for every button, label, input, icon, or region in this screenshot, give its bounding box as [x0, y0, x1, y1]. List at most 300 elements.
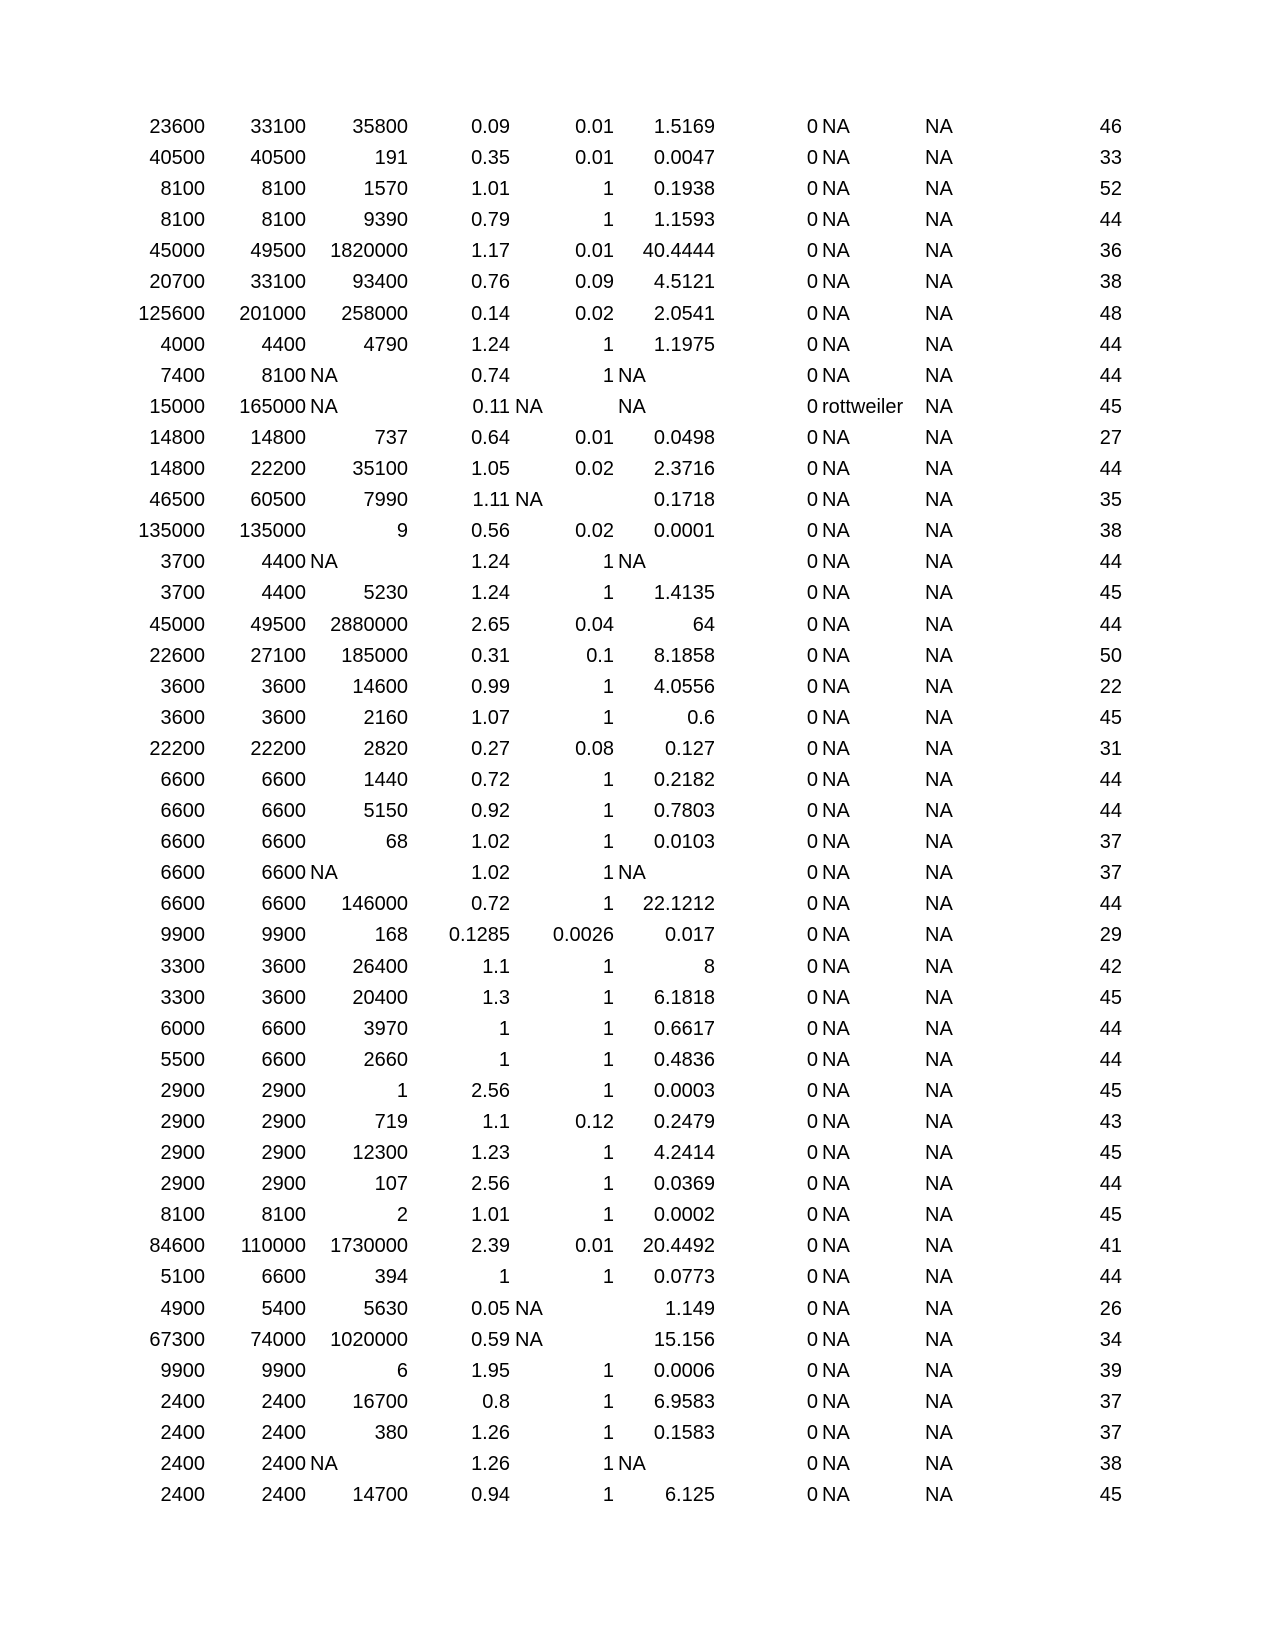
table-cell: 0	[806, 458, 818, 481]
table-cell: NA	[822, 644, 850, 667]
table-cell: NA	[822, 458, 850, 481]
table-row	[0, 889, 1275, 920]
table-cell: NA	[925, 1453, 953, 1476]
table-cell: 0.27	[471, 737, 510, 760]
table-cell: 1440	[363, 768, 408, 791]
table-row	[0, 205, 1275, 236]
table-cell: NA	[822, 520, 850, 543]
table-cell: 6600	[160, 893, 205, 916]
table-row	[0, 1387, 1275, 1418]
table-cell: 2.3716	[653, 458, 715, 481]
table-cell: 107	[374, 1173, 408, 1196]
table-cell: 1.07	[471, 706, 510, 729]
table-cell: 15.156	[653, 1328, 715, 1351]
table-cell: 39	[1099, 1359, 1122, 1382]
table-cell: 22	[1099, 675, 1122, 698]
table-cell: 1	[602, 333, 614, 356]
table-row	[0, 299, 1275, 330]
table-cell: 0.04	[575, 613, 614, 636]
table-cell: 37	[1099, 831, 1122, 854]
table-cell: 1.02	[471, 831, 510, 854]
table-cell: 0	[806, 1204, 818, 1227]
table-cell: 45	[1099, 1079, 1122, 1102]
table-cell: NA	[925, 706, 953, 729]
table-cell: 1	[602, 1204, 614, 1227]
table-cell: NA	[822, 737, 850, 760]
table-cell: NA	[925, 395, 953, 418]
table-cell: 37	[1099, 1390, 1122, 1413]
table-cell: 34	[1099, 1328, 1122, 1351]
table-cell: NA	[310, 1453, 338, 1476]
table-cell: 0	[806, 613, 818, 636]
table-cell: 44	[1099, 458, 1122, 481]
table-cell: 3700	[160, 582, 205, 605]
table-row	[0, 1262, 1275, 1293]
table-cell: 1	[498, 1017, 510, 1040]
table-cell: 1	[602, 1453, 614, 1476]
table-cell: 1	[602, 800, 614, 823]
table-cell: 0	[806, 551, 818, 574]
table-cell: 1.11	[472, 489, 510, 512]
table-cell: 48	[1099, 302, 1122, 325]
table-cell: 0.02	[575, 302, 614, 325]
table-cell: NA	[925, 582, 953, 605]
table-cell: 8100	[160, 209, 205, 232]
table-cell: 43	[1099, 1111, 1122, 1133]
table-cell: 14600	[352, 675, 408, 698]
table-cell: 20.4492	[642, 1235, 715, 1258]
table-cell: 45	[1099, 706, 1122, 729]
table-cell: 5230	[363, 582, 408, 605]
table-cell: 20400	[352, 986, 408, 1009]
table-cell: 0.1718	[653, 489, 715, 512]
table-cell: 380	[374, 1421, 408, 1444]
table-cell: NA	[618, 364, 646, 387]
table-cell: 22200	[149, 737, 205, 760]
table-cell: 2900	[160, 1173, 205, 1196]
table-cell: 1.26	[471, 1421, 510, 1444]
table-cell: 14800	[149, 458, 205, 481]
table-cell: 3300	[160, 986, 205, 1009]
table-cell: NA	[515, 1297, 543, 1320]
table-cell: NA	[925, 1359, 953, 1382]
table-cell: 49500	[250, 240, 306, 263]
table-cell: 16700	[352, 1390, 408, 1413]
table-cell: NA	[822, 271, 850, 294]
table-cell: NA	[822, 551, 850, 574]
table-cell: 38	[1099, 520, 1122, 543]
table-cell: 0.01	[575, 240, 614, 263]
table-cell: 0.14	[471, 302, 510, 325]
table-cell: 4000	[160, 333, 205, 356]
table-cell: NA	[925, 1390, 953, 1413]
table-cell: 4400	[261, 333, 306, 356]
table-cell: 0	[806, 768, 818, 791]
table-row	[0, 1138, 1275, 1169]
table-cell: NA	[822, 1359, 850, 1382]
table-cell: NA	[925, 737, 953, 760]
table-cell: 0	[806, 862, 818, 885]
table-cell: 44	[1099, 551, 1122, 574]
table-cell: 1	[602, 862, 614, 885]
table-cell: NA	[822, 333, 850, 356]
table-cell: 1.24	[471, 582, 510, 605]
table-cell: 0.72	[471, 893, 510, 916]
table-cell: 2660	[363, 1048, 408, 1071]
table-cell: NA	[822, 675, 850, 698]
table-cell: 0.12	[575, 1111, 614, 1133]
table-cell: 0	[806, 1142, 818, 1165]
table-cell: NA	[822, 1421, 850, 1444]
table-row	[0, 765, 1275, 796]
table-cell: 0.0001	[653, 520, 715, 543]
table-cell: 1	[498, 1048, 510, 1071]
table-cell: 49500	[250, 613, 306, 636]
table-cell: 9	[396, 520, 408, 543]
table-cell: 0.56	[471, 520, 510, 543]
table-cell: 6600	[160, 862, 205, 885]
table-cell: 0.7803	[653, 800, 715, 823]
table-cell: 1.95	[471, 1359, 510, 1382]
table-cell: 40500	[250, 147, 306, 170]
table-cell: 5100	[160, 1266, 205, 1289]
table-row	[0, 1076, 1275, 1107]
table-cell: 0	[806, 800, 818, 823]
table-cell: 6.9583	[653, 1390, 715, 1413]
table-cell: 33100	[250, 271, 306, 294]
table-cell: 0	[806, 240, 818, 263]
table-cell: 0.0369	[653, 1173, 715, 1196]
table-cell: NA	[618, 551, 646, 574]
table-cell: 3600	[160, 706, 205, 729]
table-cell: NA	[310, 551, 338, 574]
table-cell: 2.0541	[653, 302, 715, 325]
table-cell: 6.125	[664, 1484, 715, 1507]
table-cell: 135000	[239, 520, 306, 543]
table-cell: 1.05	[471, 458, 510, 481]
table-cell: NA	[822, 862, 850, 885]
table-cell: 1	[602, 551, 614, 574]
table-cell: 44	[1099, 1266, 1122, 1289]
table-cell: 1	[602, 209, 614, 232]
table-cell: NA	[822, 1328, 850, 1351]
table-cell: 737	[374, 426, 408, 449]
table-cell: 1.149	[664, 1297, 715, 1320]
table-cell: 6600	[261, 768, 306, 791]
table-cell: 2	[396, 1204, 408, 1227]
table-cell: 22200	[250, 458, 306, 481]
table-cell: 1.1	[482, 1111, 510, 1133]
table-cell: 8.1858	[653, 644, 715, 667]
table-cell: NA	[822, 426, 850, 449]
table-cell: 2900	[261, 1079, 306, 1102]
table-cell: 7990	[363, 489, 408, 512]
table-cell: 0	[806, 1048, 818, 1071]
table-cell: 6600	[160, 768, 205, 791]
table-cell: 0.09	[575, 271, 614, 294]
table-row	[0, 1325, 1275, 1356]
table-cell: 6600	[261, 893, 306, 916]
table-cell: 12300	[352, 1142, 408, 1165]
table-cell: 1	[602, 1048, 614, 1071]
table-cell: 168	[374, 924, 408, 947]
table-row	[0, 610, 1275, 641]
table-cell: NA	[925, 1235, 953, 1258]
table-cell: 44	[1099, 364, 1122, 387]
table-cell: 84600	[149, 1235, 205, 1258]
table-cell: NA	[310, 364, 338, 387]
table-cell: 4.0556	[653, 675, 715, 698]
table-cell: 0.59	[471, 1328, 510, 1351]
table-cell: 45000	[149, 613, 205, 636]
table-cell: 0.94	[471, 1484, 510, 1507]
table-cell: 5630	[363, 1297, 408, 1320]
table-cell: NA	[310, 395, 338, 418]
table-cell: 6.1818	[653, 986, 715, 1009]
table-row	[0, 516, 1275, 547]
table-cell: 1	[602, 1484, 614, 1507]
table-cell: NA	[515, 395, 543, 418]
table-cell: 1.01	[471, 1204, 510, 1227]
table-row	[0, 1045, 1275, 1076]
table-cell: 22600	[149, 644, 205, 667]
table-row	[0, 267, 1275, 298]
table-cell: NA	[822, 1111, 850, 1133]
table-cell: 64	[692, 613, 715, 636]
table-cell: NA	[822, 831, 850, 854]
table-cell: 0.017	[664, 924, 715, 947]
table-cell: NA	[925, 520, 953, 543]
table-cell: 1	[602, 986, 614, 1009]
table-cell: 6	[396, 1359, 408, 1382]
table-row	[0, 547, 1275, 578]
table-cell: 1	[602, 1017, 614, 1040]
table-cell: 33	[1099, 147, 1122, 170]
table-cell: 8100	[261, 1204, 306, 1227]
table-cell: 0.74	[471, 364, 510, 387]
table-cell: 5500	[160, 1048, 205, 1071]
table-cell: 27	[1099, 426, 1122, 449]
table-cell: 1	[602, 1079, 614, 1102]
table-cell: 2820	[363, 737, 408, 760]
table-cell: 0	[806, 1484, 818, 1507]
table-cell: 3700	[160, 551, 205, 574]
table-cell: 74000	[250, 1328, 306, 1351]
table-cell: 1.02	[471, 862, 510, 885]
table-cell: 1	[602, 1421, 614, 1444]
table-cell: 40500	[149, 147, 205, 170]
table-cell: 146000	[341, 893, 408, 916]
table-cell: NA	[925, 178, 953, 201]
table-cell: 33100	[250, 116, 306, 138]
table-row	[0, 1418, 1275, 1449]
table-cell: 8	[703, 955, 715, 978]
table-cell: 0	[806, 1235, 818, 1258]
table-cell: 35800	[352, 116, 408, 138]
table-cell: rottweiler	[822, 395, 904, 418]
table-row	[0, 1107, 1275, 1138]
table-cell: 3600	[261, 706, 306, 729]
table-cell: 0.8	[482, 1390, 510, 1413]
table-cell: NA	[822, 302, 850, 325]
table-cell: 8100	[160, 178, 205, 201]
table-cell: 2400	[160, 1421, 205, 1444]
table-cell: 0.72	[471, 768, 510, 791]
table-cell: NA	[925, 862, 953, 885]
table-cell: 9900	[261, 924, 306, 947]
table-cell: 5150	[363, 800, 408, 823]
table-cell: NA	[822, 893, 850, 916]
table-cell: 0.2479	[653, 1111, 715, 1133]
table-cell: NA	[822, 116, 850, 138]
table-cell: 3600	[160, 675, 205, 698]
table-row	[0, 454, 1275, 485]
table-cell: NA	[925, 364, 953, 387]
table-cell: NA	[822, 209, 850, 232]
table-cell: NA	[822, 1390, 850, 1413]
table-cell: 1730000	[330, 1235, 408, 1258]
table-cell: NA	[822, 613, 850, 636]
table-cell: 93400	[352, 271, 408, 294]
table-cell: NA	[925, 116, 953, 138]
table-cell: NA	[822, 1048, 850, 1071]
table-cell: 0.0773	[653, 1266, 715, 1289]
table-cell: 50	[1099, 644, 1122, 667]
table-cell: 9390	[363, 209, 408, 232]
table-row	[0, 1169, 1275, 1200]
table-cell: NA	[822, 1266, 850, 1289]
table-cell: NA	[925, 1297, 953, 1320]
table-cell: 44	[1099, 1173, 1122, 1196]
table-cell: 0	[806, 1173, 818, 1196]
table-cell: 0	[806, 271, 818, 294]
table-row	[0, 641, 1275, 672]
table-cell: 2400	[261, 1453, 306, 1476]
table-cell: 201000	[239, 302, 306, 325]
table-row	[0, 1480, 1275, 1511]
table-cell: 1020000	[330, 1328, 408, 1351]
table-cell: 2.65	[471, 613, 510, 636]
table-cell: NA	[925, 924, 953, 947]
table-cell: 0	[806, 147, 818, 170]
table-cell: NA	[515, 1328, 543, 1351]
table-row	[0, 174, 1275, 205]
table-cell: 110000	[240, 1235, 306, 1258]
table-cell: NA	[822, 489, 850, 512]
table-cell: 8100	[160, 1204, 205, 1227]
table-cell: 38	[1099, 1453, 1122, 1476]
table-cell: 6600	[261, 831, 306, 854]
table-cell: 2900	[261, 1111, 306, 1133]
table-cell: NA	[925, 768, 953, 791]
table-cell: 26400	[352, 955, 408, 978]
table-cell: 4790	[363, 333, 408, 356]
table-cell: NA	[925, 1142, 953, 1165]
table-row	[0, 1200, 1275, 1231]
table-cell: NA	[925, 675, 953, 698]
table-cell: 0	[806, 395, 818, 418]
table-cell: 45000	[149, 240, 205, 263]
table-cell: 0.1583	[653, 1421, 715, 1444]
table-cell: 0	[806, 675, 818, 698]
table-cell: 45	[1099, 1204, 1122, 1227]
table-cell: NA	[925, 1421, 953, 1444]
table-cell: 0	[806, 706, 818, 729]
table-cell: 2400	[261, 1390, 306, 1413]
table-cell: 0	[806, 1111, 818, 1133]
table-cell: 6600	[261, 1266, 306, 1289]
table-cell: 3300	[160, 955, 205, 978]
table-row	[0, 1014, 1275, 1045]
table-cell: 3600	[261, 955, 306, 978]
table-cell: 42	[1099, 955, 1122, 978]
table-cell: 0	[806, 209, 818, 232]
table-cell: 0.99	[471, 675, 510, 698]
table-cell: 1.1593	[653, 209, 715, 232]
table-cell: 1.01	[471, 178, 510, 201]
table-row	[0, 796, 1275, 827]
table-cell: 15000	[149, 395, 205, 418]
table-cell: 258000	[341, 302, 408, 325]
table-row	[0, 330, 1275, 361]
table-cell: 4.5121	[653, 271, 715, 294]
table-cell: 1	[602, 582, 614, 605]
table-cell: 44	[1099, 613, 1122, 636]
table-cell: 135000	[138, 520, 205, 543]
table-cell: 1.17	[471, 240, 510, 263]
table-cell: 20700	[149, 271, 205, 294]
table-cell: 6600	[261, 1048, 306, 1071]
table-cell: 0.09	[471, 116, 510, 138]
table-cell: NA	[925, 1173, 953, 1196]
table-cell: 35100	[352, 458, 408, 481]
table-cell: 4900	[160, 1297, 205, 1320]
table-cell: 38	[1099, 271, 1122, 294]
table-cell: NA	[925, 986, 953, 1009]
table-cell: NA	[925, 893, 953, 916]
table-cell: 1.23	[471, 1142, 510, 1165]
table-cell: 1	[602, 675, 614, 698]
table-cell: 67300	[149, 1328, 205, 1351]
table-cell: 0.0047	[653, 147, 715, 170]
table-cell: NA	[925, 1484, 953, 1507]
table-cell: 45	[1099, 986, 1122, 1009]
table-cell: 2900	[160, 1142, 205, 1165]
table-cell: NA	[822, 1484, 850, 1507]
table-cell: NA	[822, 800, 850, 823]
table-cell: 8100	[261, 178, 306, 201]
table-cell: 2900	[160, 1111, 205, 1133]
table-cell: 0.64	[471, 426, 510, 449]
table-cell: 0.01	[575, 116, 614, 138]
table-cell: NA	[925, 489, 953, 512]
table-cell: 0	[806, 737, 818, 760]
table-cell: NA	[925, 1111, 953, 1133]
table-cell: 1.3	[482, 986, 510, 1009]
table-cell: 0.4836	[653, 1048, 715, 1071]
table-cell: NA	[925, 551, 953, 574]
table-row	[0, 827, 1275, 858]
table-cell: 0	[806, 831, 818, 854]
table-cell: 1.5169	[653, 116, 715, 138]
table-cell: 2.56	[471, 1079, 510, 1102]
table-cell: 14700	[352, 1484, 408, 1507]
table-cell: 2400	[160, 1484, 205, 1507]
table-cell: 0.92	[471, 800, 510, 823]
table-cell: 14800	[250, 426, 306, 449]
table-cell: 1	[602, 1266, 614, 1289]
table-cell: 0	[806, 1453, 818, 1476]
